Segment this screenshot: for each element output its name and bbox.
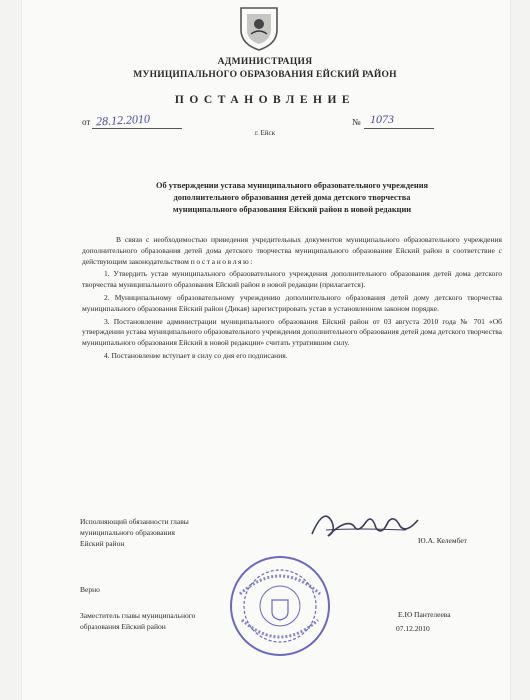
document-date: 28.12.2010 bbox=[95, 111, 151, 129]
intro-paragraph bbox=[82, 235, 502, 267]
certification-label: Верно bbox=[80, 585, 100, 594]
position-line: Ейский район bbox=[80, 539, 125, 548]
body-item-4: 4. Постановление вступает в силу со дня его подписания. bbox=[104, 350, 288, 360]
deputy-line: Заместитель главы муниципального bbox=[80, 611, 196, 620]
body-item-2: 2. Муниципальному образовательному учреждению дополнительного образования детей дому детского творчества муниципального образования Ейский район (Дикая) зарегистрировать устав в установленном законом порядке. bbox=[82, 292, 502, 313]
document-heading bbox=[92, 180, 492, 215]
admin-title: АДМИНИСТРАЦИЯ bbox=[217, 57, 313, 67]
certifier-name: Е.Ю Пантелеева bbox=[398, 610, 451, 619]
certification-date: 07.12.2010 bbox=[396, 624, 430, 633]
coat-of-arms-icon bbox=[237, 4, 281, 52]
handwritten-signature bbox=[306, 500, 426, 550]
date-prefix: от bbox=[82, 117, 91, 127]
number-prefix: № bbox=[352, 117, 361, 127]
heading-line: дополнительного образования детей дома детского творчества bbox=[173, 192, 411, 202]
heading-line: муниципального образования Ейский район в новой редакции bbox=[172, 204, 412, 214]
deputy-position bbox=[80, 610, 195, 632]
heading-line: Об утверждении устава муниципального образовательного учреждения bbox=[155, 181, 429, 190]
body-item-3: 3. Постановление администрации муниципального образования Ейский район от 03 августа 2010 года № 701 «Об утверждении устава муниципального образовательного учреждения дополнительного образования детей дома детского творчества муниципального образования Ейский в новой редакции» считать утратившим силу. bbox=[82, 316, 502, 348]
city-name: г. Ейск bbox=[254, 129, 276, 137]
signer-name: Ю.А. Келембет bbox=[418, 536, 467, 545]
intro-decree-word: постановляю: bbox=[190, 256, 254, 266]
deputy-line: образования Ейский район bbox=[80, 622, 166, 631]
document-body bbox=[82, 235, 502, 364]
official-seal-stamp bbox=[228, 554, 332, 658]
position-line: Исполняющий обязанности главы bbox=[80, 517, 189, 526]
body-item-1: 1. Утвердить устав муниципального образовательного учреждения дополнительного образования детей дома детского творчества муниципального образования Ейский район в новой редакции (прилагается). bbox=[82, 269, 502, 290]
intro-text: В связи с необходимостью приведения учредительных документов муниципального образовательного учреждения дополнительного образования детей дома детского творчества муниципального образования Ейский район в соответствие с действующим законодательством bbox=[82, 235, 502, 266]
document-type: ПОСТАНОВЛЕНИЕ bbox=[174, 94, 356, 106]
document-number: 1073 bbox=[370, 112, 394, 126]
position-line: муниципального образования bbox=[80, 528, 175, 537]
signatory-position bbox=[80, 516, 189, 549]
admin-subtitle: МУНИЦИПАЛЬНОГО ОБРАЗОВАНИЯ ЕЙСКИЙ РАЙОН bbox=[133, 70, 397, 80]
